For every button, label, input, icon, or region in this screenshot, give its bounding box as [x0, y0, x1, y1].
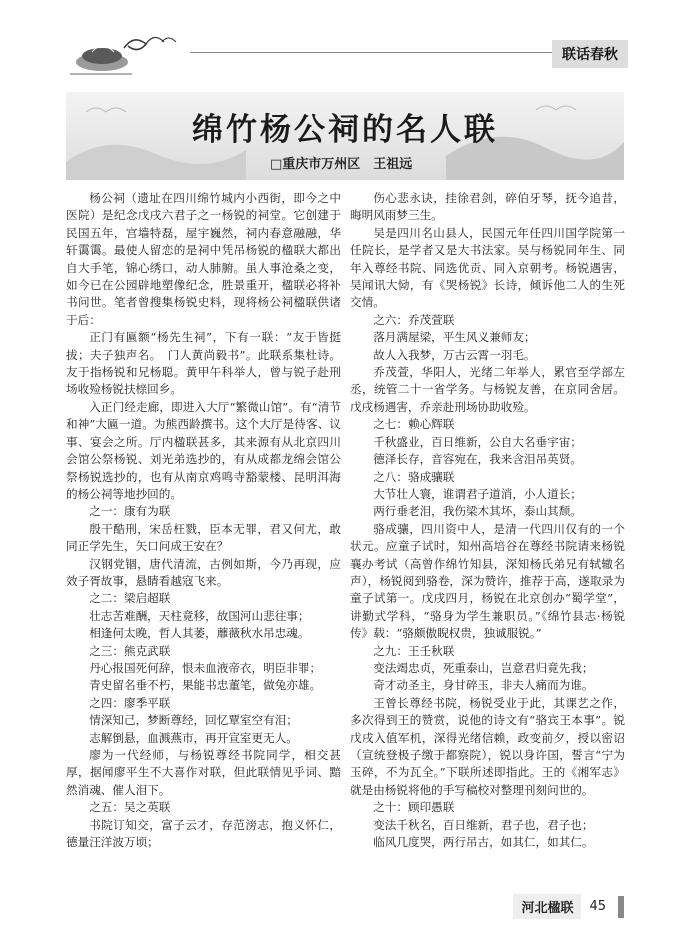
paragraph: 正门有匾额“杨先生祠”，下有一联：“友于皆挺拔；夫子独声名。 门人黄尚毅书”。此联系集杜诗。友于指杨锐和兄杨聪。黄甲午科举人，曾与锐子赴刑场收殓杨锐扶榇回乡。: [66, 330, 341, 397]
couplet-line: 伤心悲永诀，挂徐君剑，碎伯牙琴，抚今追昔，晦明风雨梦三生。: [350, 191, 625, 223]
article-title: 绵竹杨公祠的名人联: [192, 112, 498, 148]
page-number: 45: [589, 899, 606, 914]
magazine-name: 河北楹联: [513, 894, 581, 919]
left-column: [66, 190, 341, 851]
couplet-line: 千秋盛业，百日维新，公自大名垂宇宙；: [373, 434, 582, 449]
page-footer: [513, 894, 624, 919]
paragraph: 杨公祠（遗址在四川绵竹城内小西街，即今之中医院）是纪念戊戌六君子之一杨锐的祠堂。它创建于民国五年，宫墙特磊，屋宇巍然，祠内春意融融，华轩霭霭。最使人留恋的是祠中凭吊杨锐的楹联大都出自大手笔，锦心绣口，动人肺腑。虽人事沧桑之变，如今已在公园辟地塑像纪念，胜景重开，楹联必将补书问世。笔者曾搜集杨锐史料，现将杨公祠楹联供诸于后：: [66, 191, 341, 327]
article-author: □重庆市万州区 王祖远: [270, 157, 413, 172]
header-rule: [190, 52, 610, 53]
paragraph: 乔茂萱，华阳人，光绪二年举人，累官至学部左丞，统管二十一省学务。与杨锐友善，在京同舍居。戊戌杨遇害，乔亲赴刑场协助收殓。: [350, 365, 625, 414]
couplet-heading: 之三：熊克武联: [89, 643, 171, 658]
paragraph: 廖为一代经师，与杨锐尊经书院同学，相交甚厚，据闻廖平生不大喜作对联，但此联情见乎词、黯然消魂、催人泪下。: [66, 748, 341, 797]
couplet-line: 变法竭忠贞，死重泰山，岂意君归竟先我；: [373, 660, 594, 675]
couplet-heading: 之六：乔茂萱联: [373, 312, 455, 327]
couplet-line: 变法千秋名，百日维新，君子也，君子也；: [373, 817, 594, 832]
couplet-line: 情深知己，梦断尊经，回忆覃室空有泪；: [89, 713, 298, 728]
couplet-line: 相逢何太晚，哲人其萎，蘼薇秋水吊忠魂。: [89, 626, 310, 641]
section-tag: 联话春秋: [552, 40, 628, 68]
footer-bar: [618, 896, 624, 918]
couplet-heading: 之八：骆成骧联: [373, 469, 455, 484]
paragraph: 王曾长尊经书院，杨锐受业于此，其课艺之作，多次得到王的赞赏，说他的诗文有“骆宾王本事”。锐戊戌入值军机，深得光绪信赖，政变前夕，授以密诏（宣统登极子缴于都察院），锐以身许国，誓言“宁为玉碎，不为瓦全。”下联所述即指此。王的《湘军志》就是由杨锐将他的手写稿校对整理刊刻问世的。: [350, 695, 625, 797]
couplet-line: 大节壮人寰，谁谓君子道消，小人道长；: [373, 486, 582, 501]
couplet-heading: 之十：顾印愚联: [373, 800, 455, 815]
couplet-line: 壮志苦难酬，天柱竟移，故国河山悲往事；: [89, 608, 310, 623]
paragraph: 入正门经走廊，即进入大厅“繁微山馆”。有“清节和神”大匾一道。为熊西龄撰书。这个大厅是待客、议事、宴会之所。厅内楹联甚多，其来源有从北京四川会馆公祭杨锐、刘光弟选抄的，有从成都龙绵会馆公祭杨锐选抄的，也有从南京鸡鸣寺豁蒙楼、昆明洱海的杨公祠等地抄回的。: [66, 399, 341, 501]
couplet-line: 奇才动圣主，身甘碎玉，非夫人痛而为谁。: [373, 678, 594, 693]
couplet-line: 两行垂老泪，我伤梁木其坏，泰山其颓。: [373, 504, 582, 519]
paragraph: 骆成骧，四川资中人，是清一代四川仅有的一个状元。应童子试时，知州高培谷在尊经书院请来杨锐襄办考试（高曾作绵竹知县，深知杨氏弟兄有轼辙名声），杨锐阅到骆卷，深为赞许，推荐于高，遂取录为童子试第一。戊戌四月，杨锐在北京创办“蜀学堂”，讲勤式学科，“骆身为学生兼职员。”《绵竹县志·杨锐传》载：“骆颇傲睨权贵，独诚服锐。”: [350, 521, 625, 641]
couplet-line: 殷干酷刑，宋岳枉戮，臣本无罪，君又何尤，敢同正学先生，矢口问成王安在？: [66, 521, 341, 554]
couplet-line: 德泽长存，音容宛在，我来含泪吊英贤。: [373, 452, 582, 467]
couplet-heading: 之七：赖心辉联: [373, 417, 455, 432]
couplet-heading: 之五：吴之英联: [89, 800, 171, 815]
couplet-line: 汉钢党锢，唐代清流，古例如斯，今乃再现，应效子胥故事，悬睛看越寇飞来。: [66, 556, 341, 588]
couplet-line: 书院订知交，富子云才，存范滂志，抱义怀仁，德量汪洋波万顷；: [66, 817, 341, 850]
couplet-heading: 之四：廖季平联: [89, 695, 171, 710]
header-decoration: [62, 22, 192, 82]
couplet-line: 临风几度哭，两行吊古，如其仁，如其仁。: [373, 835, 594, 850]
couplet-heading: 之九：王壬秋联: [373, 643, 455, 658]
couplet-heading: 之一：康有为联: [89, 504, 171, 519]
couplet-heading: 之二：梁启超联: [89, 591, 171, 606]
couplet-line: 志解倒悬，血溅燕市，再开宣室更无人。: [89, 730, 298, 745]
couplet-line: 丹心报国死何辞，恨未血液帝衣，明臣非罪；: [89, 660, 322, 675]
couplet-line: 落月满屋梁，平生风义兼师友；: [373, 330, 536, 345]
couplet-line: 故人入我梦，万古云霄一羽毛。: [373, 347, 536, 362]
paragraph: 吴是四川名山县人，民国元年任四川国学院第一任院长，是学者又是大书法家。吴与杨锐同年生、同年入尊经书院、同选优贡、同入京朝考。杨锐遇害，吴闻讯大恸，有《哭杨锐》长诗，倾诉他二人的生死交情。: [350, 225, 625, 310]
right-column: [350, 190, 625, 851]
couplet-line: 青史留名垂不朽，果能书忠董笔，做兔亦雄。: [89, 678, 322, 693]
